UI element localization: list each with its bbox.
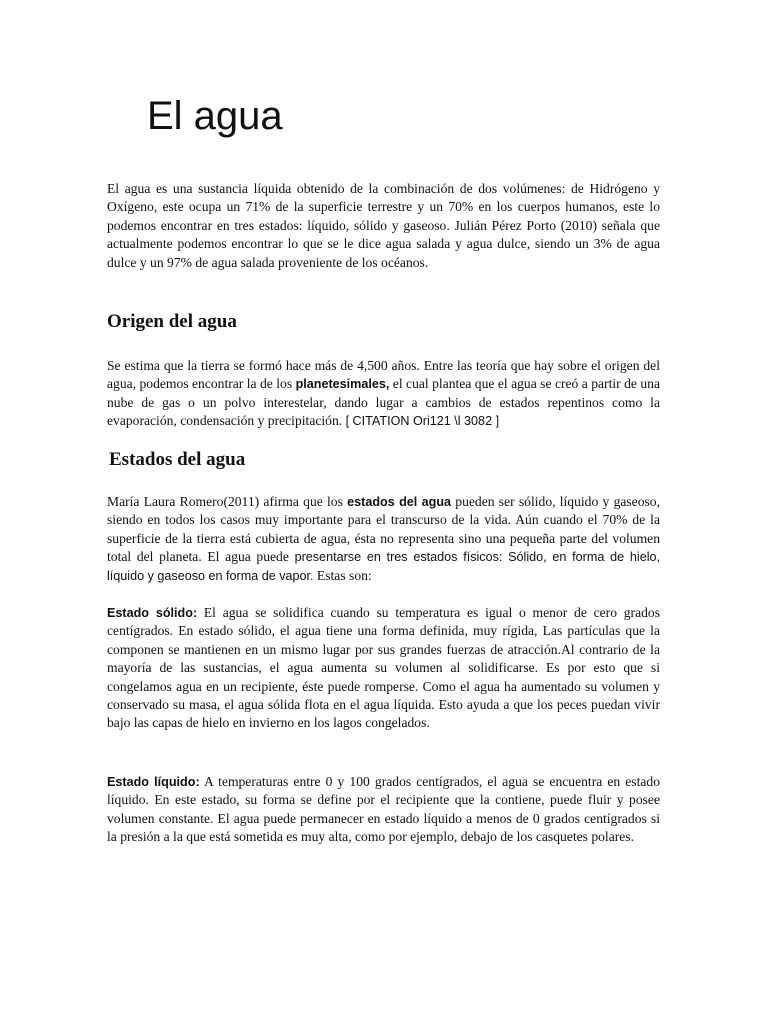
estados-bold-term: estados del agua xyxy=(347,495,452,509)
estados-heading: Estados del agua xyxy=(109,449,246,470)
origen-bold-term: planetesimales, xyxy=(295,377,390,392)
origen-citation: [ CITATION Ori121 \l 3082 ] xyxy=(345,414,500,429)
solido-label: Estado sólido: xyxy=(107,606,198,620)
estados-text-b: pueden ser sólido, líquido y gaseoso, siendo en todos los casos muy importante para el transcurso de la vida. Aún cuando el 70% de la superficie de la tierra está cubierta de agua, ésta no representa sino una pequeña parte del volumen total del planeta. El agua puede xyxy=(107,494,661,565)
estados-sans-text: presentarse en tres estados físicos: Sólido, en forma de hielo, líquido y gaseoso en forma de vapor. xyxy=(107,550,660,583)
origen-paragraph xyxy=(107,357,660,431)
liquido-paragraph xyxy=(107,773,660,847)
estados-paragraph xyxy=(107,493,660,585)
liquido-label: Estado líquido: xyxy=(107,775,200,789)
origen-text-a: Se estima que la tierra se formó hace más de 4,500 años. Entre las teoría que hay sobre el origen del agua, podemos encontrar la de los xyxy=(107,358,660,392)
liquido-text: A temperaturas entre 0 y 100 grados centígrados, el agua se encuentra en estado líquido. En este estado, su forma se define por el recipiente que la contiene, puede fluir y posee volumen constante. El agua puede permanecer en estado líquido a menos de 0 grados centígrados si la presión a la que está sometida es muy alta, como por ejemplo, debajo de los casquetes polares. xyxy=(107,774,660,845)
solido-paragraph xyxy=(107,604,660,733)
origen-text-b: el cual plantea que el agua se creó a partir de una nube de gas o un polvo interestelar, dando lugar a cambios de estados repentinos como la evaporación, condensación y precipitación. xyxy=(107,376,660,429)
intro-paragraph: El agua es una sustancia líquida obtenido de la combinación de dos volúmenes: de Hidrógeno y Oxígeno, este ocupa un 71% de la superficie terrestre y un 70% en los cuerpos humanos, este lo podemos encontrar en tres estados: líquido, sólido y gaseoso. Julián Pérez Porto (2010) señala que actualmente podemos encontrar lo que se le dice agua salada y agua dulce, siendo un 3% de agua dulce y un 97% de agua salada proveniente de los océanos. xyxy=(107,181,660,270)
solido-text: El agua se solidifica cuando su temperatura es igual o menor de cero grados centígrados. En estado sólido, el agua tiene una forma definida, muy rígida, Las partículas que la componen se mantienen en un mismo lugar por sus grandes fuerzas de atracción.Al contrario de la mayoría de las sustancias, el agua aumenta su volumen al solidificarse. Es por esto que si congelamos agua en un recipiente, éste puede romperse. Como el agua ha aumentado su volumen y conservado su masa, el agua sólida flota en el agua líquida. Esto ayuda a que los peces puedan vivir bajo las capas de hielo en invierno en los lagos congelados. xyxy=(107,605,660,731)
estados-text-c: Estas son: xyxy=(313,567,372,583)
origen-heading: Origen del agua xyxy=(107,311,237,332)
estados-text-a: María Laura Romero(2011) afirma que los xyxy=(107,494,348,509)
document-title: El agua xyxy=(147,94,283,138)
